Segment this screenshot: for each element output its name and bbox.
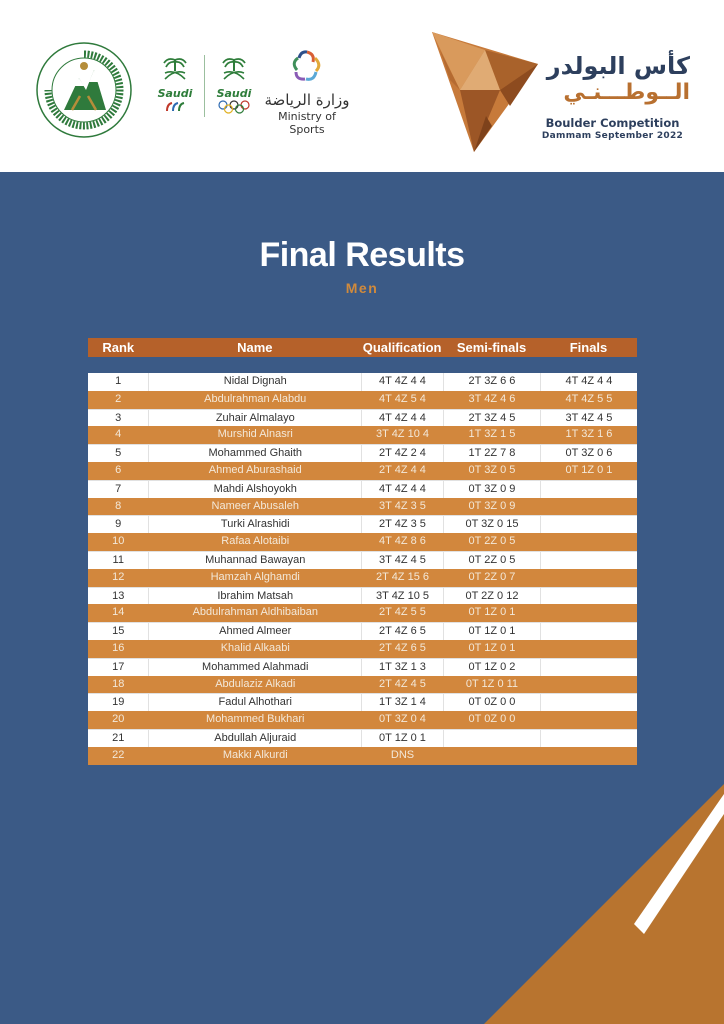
qualification-cell: 2T 4Z 3 5 bbox=[361, 516, 443, 533]
name-cell: Khalid Alkaabi bbox=[148, 640, 361, 658]
name-cell: Abdulaziz Alkadi bbox=[148, 676, 361, 694]
rank-cell: 6 bbox=[115, 463, 122, 476]
semi-finals-cell: 1T 3Z 1 5 bbox=[443, 426, 540, 444]
qualification-cell: 4T 4Z 5 4 bbox=[361, 391, 443, 409]
category-subtitle: Men bbox=[345, 280, 379, 296]
rank-cell: 21 bbox=[112, 731, 125, 744]
semi-finals-cell: 3T 4Z 4 6 bbox=[443, 391, 540, 409]
semi-finals-cell: 0T 3Z 0 9 bbox=[443, 498, 540, 516]
name-cell: Makki Alkurdi bbox=[148, 747, 361, 765]
qualification-cell: 0T 1Z 0 1 bbox=[361, 730, 443, 747]
semi-finals-cell: 0T 3Z 0 9 bbox=[443, 481, 540, 498]
qualification-cell: 2T 4Z 2 4 bbox=[361, 445, 443, 462]
rank-cell: 7 bbox=[115, 482, 122, 495]
rank-cell: 16 bbox=[112, 641, 125, 654]
finals-cell bbox=[540, 516, 637, 533]
qualification-cell: 1T 3Z 1 3 bbox=[361, 659, 443, 676]
rank-cell: 9 bbox=[115, 518, 122, 531]
qualification-cell: 4T 4Z 4 4 bbox=[361, 373, 443, 391]
table-row bbox=[88, 711, 637, 729]
rank-cell: 3 bbox=[115, 411, 122, 424]
finals-cell bbox=[540, 640, 637, 658]
name-cell: Abdullah Aljuraid bbox=[148, 730, 361, 747]
finals-cell bbox=[540, 498, 637, 516]
finals-cell bbox=[540, 481, 637, 498]
semi-finals-cell: 0T 1Z 0 1 bbox=[443, 640, 540, 658]
semi-finals-cell: 2T 3Z 4 5 bbox=[443, 410, 540, 427]
table-row bbox=[88, 729, 637, 747]
ministry-flower-icon bbox=[289, 48, 325, 86]
semi-finals-cell: 0T 2Z 0 5 bbox=[443, 533, 540, 551]
finals-cell: 0T 3Z 0 6 bbox=[540, 445, 637, 462]
rank-cell: 2 bbox=[115, 392, 122, 405]
name-cell: Abdulrahman Aldhibaiban bbox=[148, 604, 361, 622]
finals-cell: 0T 1Z 0 1 bbox=[540, 462, 637, 480]
qualification-cell: 1T 3Z 1 4 bbox=[361, 694, 443, 711]
finals-cell bbox=[540, 730, 637, 747]
name-cell: Mahdi Alshoyokh bbox=[148, 481, 361, 498]
rank-cell: 10 bbox=[112, 535, 125, 548]
qualification-cell: 2T 4Z 6 5 bbox=[361, 623, 443, 640]
paralympic-agitos-icon bbox=[164, 101, 186, 113]
semi-finals-cell bbox=[443, 747, 540, 765]
semi-finals-cell: 0T 1Z 0 1 bbox=[443, 623, 540, 640]
table-row bbox=[88, 622, 637, 640]
semi-finals-cell: 2T 3Z 6 6 bbox=[443, 373, 540, 391]
name-cell: Rafaa Alotaibi bbox=[148, 533, 361, 551]
rank-cell: 12 bbox=[112, 570, 125, 583]
qualification-cell: 3T 4Z 4 5 bbox=[361, 552, 443, 569]
table-row bbox=[88, 462, 637, 480]
header-finals: Finals bbox=[569, 340, 608, 355]
name-cell: Turki Alrashidi bbox=[148, 516, 361, 533]
ministry-english-name: Ministry of Sports bbox=[278, 110, 336, 136]
rank-cell: 11 bbox=[112, 553, 124, 566]
finals-cell bbox=[540, 533, 637, 551]
semi-finals-cell: 0T 3Z 0 5 bbox=[443, 462, 540, 480]
name-cell: Mohammed Ghaith bbox=[148, 445, 361, 462]
event-location-date: Dammam September 2022 bbox=[541, 131, 684, 141]
name-cell: Nidal Dignah bbox=[148, 373, 361, 391]
finals-cell bbox=[540, 659, 637, 676]
finals-cell: 4T 4Z 5 5 bbox=[540, 391, 637, 409]
federation-logo-icon bbox=[34, 40, 134, 140]
name-cell: Zuhair Almalayo bbox=[148, 410, 361, 427]
table-row bbox=[88, 498, 637, 516]
semi-finals-cell bbox=[443, 730, 540, 747]
table-row bbox=[88, 747, 637, 765]
name-cell: Fadul Alhothari bbox=[148, 694, 361, 711]
event-arabic-title bbox=[540, 52, 690, 106]
table-row bbox=[88, 373, 637, 391]
olympic-rings-icon bbox=[217, 100, 251, 114]
semi-finals-cell: 1T 2Z 7 8 bbox=[443, 445, 540, 462]
name-cell: Ibrahim Matsah bbox=[148, 588, 361, 605]
qualification-cell: 3T 4Z 3 5 bbox=[361, 498, 443, 516]
qualification-cell: 2T 4Z 15 6 bbox=[361, 569, 443, 587]
semi-finals-cell: 0T 2Z 0 7 bbox=[443, 569, 540, 587]
table-row bbox=[88, 604, 637, 622]
qualification-cell: 2T 4Z 5 5 bbox=[361, 604, 443, 622]
name-cell: Mohammed Bukhari bbox=[148, 711, 361, 729]
rank-cell: 13 bbox=[112, 589, 125, 602]
palm-swords-icon bbox=[160, 55, 190, 81]
finals-cell bbox=[540, 747, 637, 765]
rank-cell: 4 bbox=[115, 428, 122, 441]
results-table-body bbox=[88, 373, 637, 765]
rank-cell: 8 bbox=[115, 499, 122, 512]
table-row bbox=[88, 640, 637, 658]
table-row bbox=[88, 409, 637, 427]
event-english-title: Boulder Competition bbox=[545, 116, 680, 130]
table-header bbox=[88, 338, 637, 357]
finals-cell: 3T 4Z 4 5 bbox=[540, 410, 637, 427]
header-name: Name bbox=[237, 340, 273, 355]
finals-cell: 4T 4Z 4 4 bbox=[540, 373, 637, 391]
finals-cell bbox=[540, 623, 637, 640]
ministry-arabic-name: وزارة الرياضة bbox=[264, 91, 350, 109]
header-rank: Rank bbox=[102, 340, 135, 355]
finals-cell bbox=[540, 711, 637, 729]
header-semi-finals: Semi-finals bbox=[456, 340, 527, 355]
table-row bbox=[88, 676, 637, 694]
finals-cell bbox=[540, 588, 637, 605]
name-cell: Ahmed Aburashaid bbox=[148, 462, 361, 480]
name-cell: Muhannad Bawayan bbox=[148, 552, 361, 569]
qualification-cell: 2T 4Z 6 5 bbox=[361, 640, 443, 658]
finals-cell bbox=[540, 676, 637, 694]
rank-cell: 20 bbox=[112, 713, 125, 726]
table-row bbox=[88, 515, 637, 533]
page-header bbox=[0, 0, 724, 172]
finals-cell bbox=[540, 604, 637, 622]
rank-cell: 14 bbox=[112, 606, 125, 619]
header-qualification: Qualification bbox=[362, 340, 442, 355]
rank-cell: 17 bbox=[112, 660, 125, 673]
table-row bbox=[88, 426, 637, 444]
saudi-committees-logos bbox=[150, 55, 259, 119]
logo-divider bbox=[204, 55, 205, 117]
results-panel bbox=[0, 172, 724, 1024]
name-cell: Ahmed Almeer bbox=[148, 623, 361, 640]
qualification-cell: 2T 4Z 4 4 bbox=[361, 462, 443, 480]
table-row bbox=[88, 551, 637, 569]
qualification-cell: 3T 4Z 10 4 bbox=[361, 426, 443, 444]
rank-cell: 5 bbox=[115, 447, 122, 460]
qualification-cell: 4T 4Z 4 4 bbox=[361, 481, 443, 498]
finals-cell bbox=[540, 694, 637, 711]
ministry-logo bbox=[262, 48, 352, 136]
table-row bbox=[88, 658, 637, 676]
name-cell: Abdulrahman Alabdu bbox=[148, 391, 361, 409]
table-row bbox=[88, 444, 637, 462]
qualification-cell: 4T 4Z 8 6 bbox=[361, 533, 443, 551]
semi-finals-cell: 0T 0Z 0 0 bbox=[443, 694, 540, 711]
qualification-cell: 2T 4Z 4 5 bbox=[361, 676, 443, 694]
decorative-corner bbox=[484, 764, 724, 1024]
name-cell: Hamzah Alghamdi bbox=[148, 569, 361, 587]
event-arabic-line-2: الــوطـــنـي bbox=[563, 80, 690, 105]
event-geometric-logo bbox=[430, 30, 540, 154]
event-arabic-line-1: كأس البولدر bbox=[546, 52, 690, 80]
rank-cell: 1 bbox=[115, 375, 122, 387]
rank-cell: 18 bbox=[112, 677, 125, 690]
semi-finals-cell: 0T 1Z 0 2 bbox=[443, 659, 540, 676]
palm-swords-icon bbox=[219, 55, 249, 81]
name-cell: Murshid Alnasri bbox=[148, 426, 361, 444]
table-row bbox=[88, 391, 637, 409]
finals-cell bbox=[540, 569, 637, 587]
semi-finals-cell: 0T 1Z 0 11 bbox=[443, 676, 540, 694]
table-row bbox=[88, 480, 637, 498]
rank-cell: 19 bbox=[112, 696, 125, 709]
semi-finals-cell: 0T 2Z 0 12 bbox=[443, 588, 540, 605]
qualification-cell: DNS bbox=[361, 747, 443, 765]
qualification-cell: 0T 3Z 0 4 bbox=[361, 711, 443, 729]
saudi-olympic-wordmark: Saudi bbox=[216, 87, 252, 100]
name-cell: Nameer Abusaleh bbox=[148, 498, 361, 516]
saudi-olympic-logo bbox=[209, 55, 259, 119]
table-row bbox=[88, 533, 637, 551]
semi-finals-cell: 0T 2Z 0 5 bbox=[443, 552, 540, 569]
name-cell: Mohammed Alahmadi bbox=[148, 659, 361, 676]
page-title: Final Results bbox=[259, 236, 465, 274]
semi-finals-cell: 0T 0Z 0 0 bbox=[443, 711, 540, 729]
qualification-cell: 3T 4Z 10 5 bbox=[361, 588, 443, 605]
saudi-paralympic-logo bbox=[150, 55, 200, 118]
table-row bbox=[88, 587, 637, 605]
table-row bbox=[88, 693, 637, 711]
qualification-cell: 4T 4Z 4 4 bbox=[361, 410, 443, 427]
rank-cell: 15 bbox=[112, 625, 125, 638]
rank-cell: 22 bbox=[112, 748, 125, 761]
semi-finals-cell: 0T 1Z 0 1 bbox=[443, 604, 540, 622]
saudi-paralympic-wordmark: Saudi bbox=[157, 87, 193, 100]
semi-finals-cell: 0T 3Z 0 15 bbox=[443, 516, 540, 533]
finals-cell bbox=[540, 552, 637, 569]
table-row bbox=[88, 569, 637, 587]
finals-cell: 1T 3Z 1 6 bbox=[540, 426, 637, 444]
